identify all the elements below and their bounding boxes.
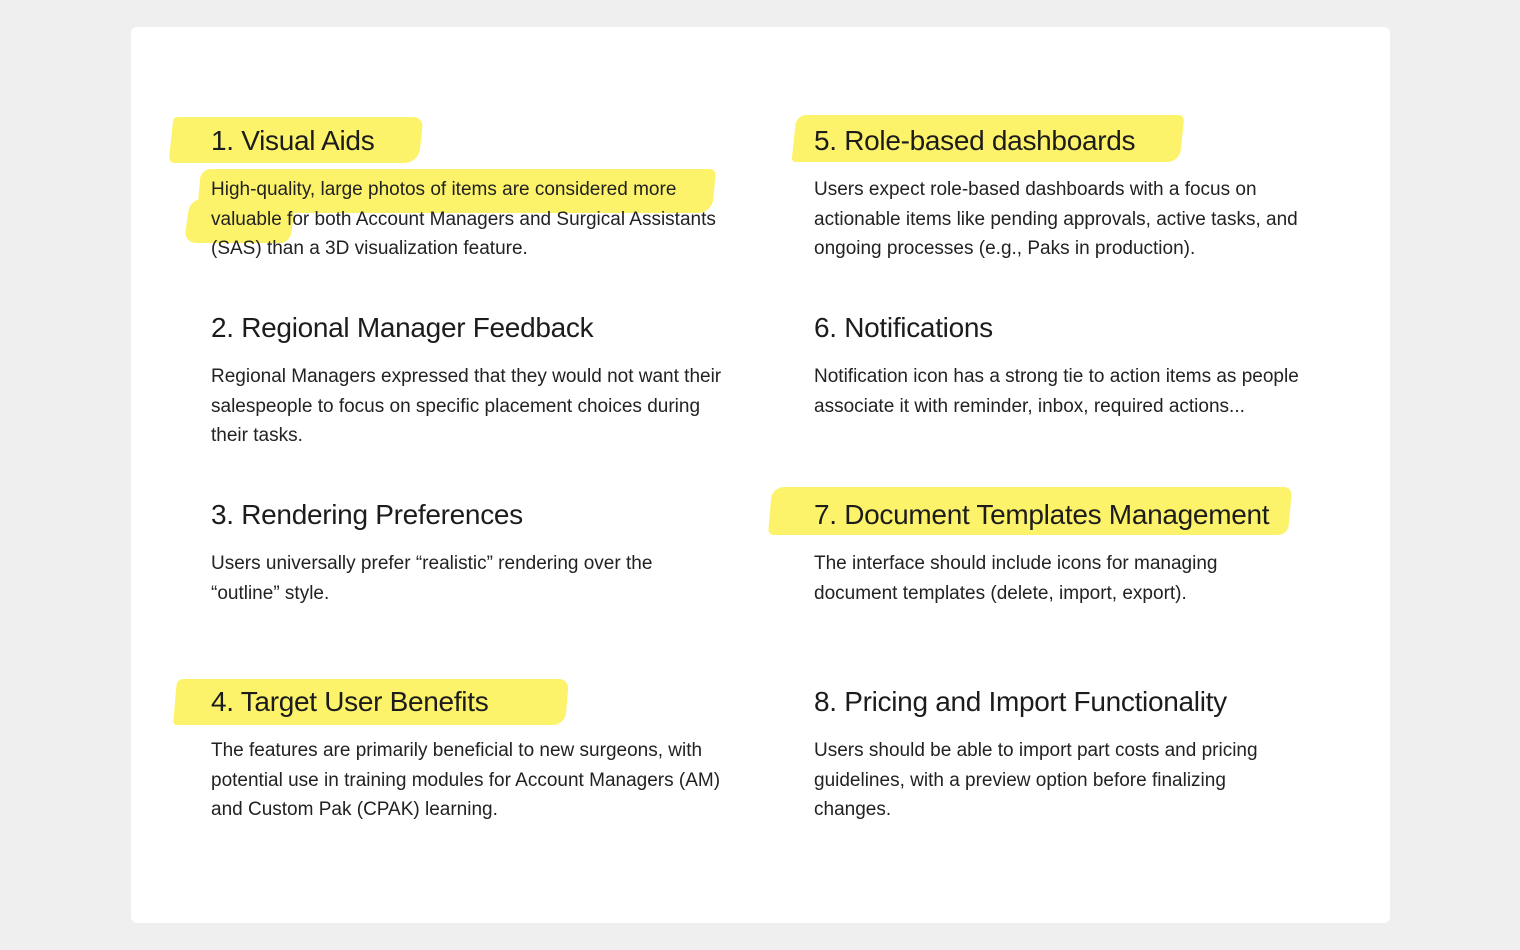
- finding-title: 6. Notifications: [814, 312, 993, 343]
- finding-body: Users expect role-based dashboards with a focus on actionable items like pending approvals, active tasks, and ongoing processes (e.g., Paks in production).: [814, 179, 1298, 259]
- finding-body: The features are primarily beneficial to new surgeons, with potential use in training modules for Account Managers (AM) and Custom Pak (CPAK) learning.: [211, 740, 721, 820]
- finding-body: Regional Managers expressed that they would not want their salespeople to focus on specific placement choices during their tasks.: [211, 366, 722, 446]
- finding-body: Users universally prefer “realistic” rendering over the “outline” style.: [211, 553, 653, 604]
- finding-title: 4. Target User Benefits: [211, 686, 489, 717]
- finding-body: The interface should include icons for managing document templates (delete, import, export).: [814, 553, 1218, 604]
- finding-title: 1. Visual Aids: [211, 125, 375, 156]
- finding-body: Users should be able to import part costs and pricing guidelines, with a preview option before finalizing changes.: [814, 740, 1258, 820]
- finding-body: High-quality, large photos of items are considered more valuable for both Account Managers and Surgical Assistants (SAS) than a 3D visualization feature.: [211, 179, 716, 259]
- finding-title: 7. Document Templates Management: [814, 499, 1270, 530]
- finding-title: 3. Rendering Preferences: [211, 499, 523, 530]
- finding-title: 5. Role-based dashboards: [814, 125, 1136, 156]
- finding-body: Notification icon has a strong tie to action items as people associate it with reminder, inbox, required actions...: [814, 366, 1299, 417]
- research-findings-card: [131, 27, 1390, 923]
- finding-title: 8. Pricing and Import Functionality: [814, 686, 1227, 717]
- finding-title: 2. Regional Manager Feedback: [211, 312, 594, 343]
